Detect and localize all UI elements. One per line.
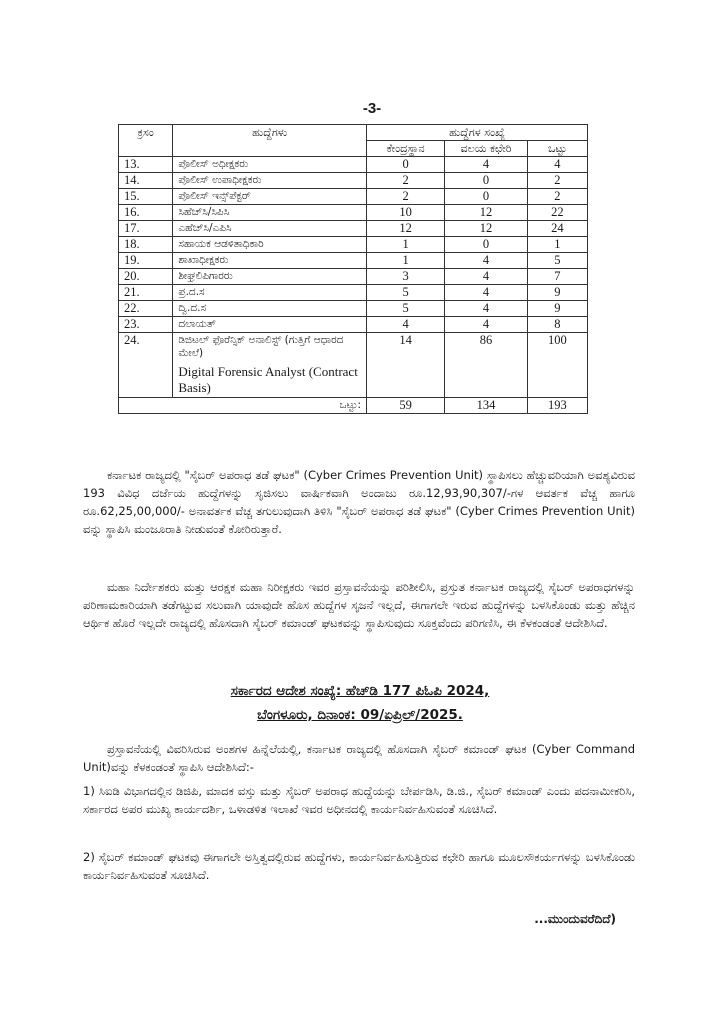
row-headquarters: 1 xyxy=(367,253,445,269)
row-serial: 15. xyxy=(119,189,173,205)
row-total: 1 xyxy=(527,237,587,253)
page-number: -3- xyxy=(362,100,382,117)
total-hq: 59 xyxy=(367,398,445,414)
row-total: 2 xyxy=(527,189,587,205)
row-designation xyxy=(173,333,367,398)
continued-marker: ...ಮುಂದುವರೆದಿದೆ) xyxy=(534,912,616,926)
row-zonal: 12 xyxy=(445,205,528,221)
row-total: 24 xyxy=(527,221,587,237)
header-designation: ಹುದ್ದೆಗಳು xyxy=(173,125,367,157)
row-designation xyxy=(173,189,367,205)
designation-kannada: ಸಿಹೆಚ್‌ಸಿ/ಸಿಪಿಸಿ xyxy=(178,206,230,218)
row-headquarters: 0 xyxy=(367,157,445,173)
row-headquarters: 14 xyxy=(367,333,445,398)
header-count-group: ಹುದ್ದೆಗಳ ಸಂಖ್ಯೆ xyxy=(367,125,588,141)
total-label: ಒಟ್ಟು: xyxy=(119,398,367,414)
row-zonal: 12 xyxy=(445,221,528,237)
total-zone: 134 xyxy=(445,398,528,414)
row-designation xyxy=(173,157,367,173)
row-designation xyxy=(173,173,367,189)
row-designation xyxy=(173,285,367,301)
header-headquarters: ಕೇಂದ್ರಸ್ಥಾನ xyxy=(367,141,445,157)
table-row xyxy=(119,205,588,221)
designation-kannada: ಎಹೆಚ್‌ಸಿ/ಎಪಿಸಿ xyxy=(178,222,232,234)
row-serial: 14. xyxy=(119,173,173,189)
row-total: 9 xyxy=(527,301,587,317)
designation-kannada: ಪೊಲೀಸ್ ಉಪಾಧೀಕ್ಷಕರು xyxy=(178,174,262,186)
row-designation xyxy=(173,317,367,333)
table-row xyxy=(119,173,588,189)
row-headquarters: 4 xyxy=(367,317,445,333)
total-row xyxy=(119,398,588,414)
row-zonal: 0 xyxy=(445,173,528,189)
header-serial: ಕ್ರಸಂ xyxy=(119,125,173,157)
row-total: 22 xyxy=(527,205,587,221)
row-zonal: 4 xyxy=(445,301,528,317)
row-designation xyxy=(173,205,367,221)
row-zonal: 4 xyxy=(445,253,528,269)
row-designation xyxy=(173,253,367,269)
paragraph-2-text: ಮಹಾ ನಿರ್ದೇಶಕರು ಮತ್ತು ಆರಕ್ಷಕ ಮಹಾ ನಿರೀಕ್ಷಕರು ಇವರ ಪ್ರಸ್ತಾವನೆಯನ್ನು ಪರಿಶೀಲಿಸಿ, ಪ್ರಸ್ತುತ ಕರ್ನಾಟಕ ರಾಜ್ಯದಲ್ಲಿ ಸೈಬರ್ ಅಪರಾಧಗಳನ್ನು ಪರಿಣಾಮಕಾರಿಯಾಗಿ ತಡೆಗಟ್ಟುವ ಸಲುವಾಗಿ ಯಾವುದೇ ಹೊಸ ಹುದ್ದೆಗಳ ಸೃಜನೆ ಇಲ್ಲದೆ, ಈಗಾಗಲೇ ಇರುವ ಹುದ್ದೆಗಳನ್ನು ಬಳಸಿಕೊಂಡು ಮತ್ತು ಹೆಚ್ಚಿನ ಆರ್ಥಿಕ ಹೊರೆ ಇಲ್ಲದೇ ರಾಜ್ಯದಲ್ಲಿ ಹೊಸದಾಗಿ ಸೈಬರ್ ಕಮಾಂಡ್ ಘಟಕವನ್ನು ಸ್ಥಾಪಿಸುವುದು ಸೂಕ್ತವೆಂದು ಪರಿಗಣಿಸಿ, ಈ ಕೆಳಕಂಡಂತೆ ಆದೇಶಿಸಿದೆ. xyxy=(83,580,635,630)
row-total: 100 xyxy=(527,333,587,398)
row-designation xyxy=(173,269,367,285)
designation-kannada: ದಲಾಯತ್ xyxy=(178,318,216,330)
row-serial: 19. xyxy=(119,253,173,269)
order-number: ಸರ್ಕಾರದ ಆದೇಶ ಸಂಖ್ಯೆ: ಹೆಚ್‌ಡಿ 177 ಪಿಓಪಿ 2024, xyxy=(230,683,490,699)
row-zonal: 4 xyxy=(445,317,528,333)
total-total: 193 xyxy=(527,398,587,414)
row-headquarters: 5 xyxy=(367,285,445,301)
table-row xyxy=(119,253,588,269)
order-item-1: 1) ಸಿಐಡಿ ವಿಭಾಗದಲ್ಲಿನ ಡಿಜಿಪಿ, ಮಾದಕ ವಸ್ತು ಮತ್ತು ಸೈಬರ್ ಅಪರಾಧ ಹುದ್ದೆಯನ್ನು ಬೇರ್ಪಡಿಸಿ, ಡಿ.ಜಿ., ಸೈಬರ್ ಕಮಾಂಡ್ ಎಂದು ಪದನಾಮೀಕರಿಸಿ, ಸರ್ಕಾರದ ಅಪರ ಮುಖ್ಯ ಕಾರ್ಯದರ್ಶಿ, ಒಳಾಡಳಿತ ಇಲಾಖೆ ಇವರ ಅಧೀನದಲ್ಲಿ ಕಾರ್ಯನಿರ್ವಹಿಸುವಂತೆ ಸೂಚಿಸಿದೆ. xyxy=(83,784,635,816)
row-zonal: 86 xyxy=(445,333,528,398)
row-total: 4 xyxy=(527,157,587,173)
row-headquarters: 5 xyxy=(367,301,445,317)
designation-kannada: ದ್ವಿ.ದ.ಸ xyxy=(178,302,207,314)
table-row xyxy=(119,221,588,237)
row-serial: 13. xyxy=(119,157,173,173)
table-row xyxy=(119,317,588,333)
row-serial: 23. xyxy=(119,317,173,333)
table-row xyxy=(119,157,588,173)
row-headquarters: 2 xyxy=(367,189,445,205)
row-designation xyxy=(173,221,367,237)
header-zonal: ವಲಯ ಕಛೇರಿ xyxy=(445,141,528,157)
designation-kannada: ಪೊಲೀಸ್ ಇನ್ಸ್‌ಪೆಕ್ಟರ್ xyxy=(178,190,251,202)
row-headquarters: 3 xyxy=(367,269,445,285)
row-headquarters: 1 xyxy=(367,237,445,253)
row-total: 7 xyxy=(527,269,587,285)
row-designation xyxy=(173,237,367,253)
table-row xyxy=(119,301,588,317)
row-serial: 17. xyxy=(119,221,173,237)
designation-english: Digital Forensic Analyst (Contract Basis) xyxy=(178,364,358,395)
order-item-2: 2) ಸೈಬರ್ ಕಮಾಂಡ್ ಘಟಕವು ಈಗಾಗಲೇ ಅಸ್ತಿತ್ವದಲ್ಲಿರುವ ಹುದ್ದೆಗಳು, ಕಾರ್ಯನಿರ್ವಹಿಸುತ್ತಿರುವ ಕಛೇರಿ ಹಾಗೂ ಮೂಲಸೌಕರ್ಯಗಳನ್ನು ಬಳಸಿಕೊಂಡು ಕಾರ್ಯನಿರ್ವಹಿಸುವಂತೆ ಸೂಚಿಸಿದೆ. xyxy=(83,850,635,882)
table-row xyxy=(119,269,588,285)
row-headquarters: 2 xyxy=(367,173,445,189)
table-row xyxy=(119,189,588,205)
designation-kannada: ಪೊಲೀಸ್ ಅಧೀಕ್ಷಕರು xyxy=(178,158,249,170)
designation-kannada: ಪ್ರ.ದ.ಸ xyxy=(178,286,205,298)
paragraph-3-text: ಪ್ರಸ್ತಾವನೆಯಲ್ಲಿ ವಿವರಿಸಿರುವ ಅಂಶಗಳ ಹಿನ್ನೆಲೆಯಲ್ಲಿ, ಕರ್ನಾಟಕ ರಾಜ್ಯದಲ್ಲಿ ಹೊಸದಾಗಿ ಸೈಬರ್ ಕಮಾಂಡ್ ಘಟಕ (Cyber Command Unit)ವನ್ನು ಕೆಳಕಂಡಂತೆ ಸ್ಥಾಪಿಸಿ ಆದೇಶಿಸಿದೆ:- xyxy=(83,742,635,774)
table-row xyxy=(119,285,588,301)
paragraph-order xyxy=(83,740,635,776)
table-row xyxy=(119,237,588,253)
header-total: ಒಟ್ಟು xyxy=(527,141,587,157)
row-total: 5 xyxy=(527,253,587,269)
row-serial: 16. xyxy=(119,205,173,221)
paragraph-1-text: ಕರ್ನಾಟಕ ರಾಜ್ಯದಲ್ಲಿ "ಸೈಬರ್ ಅಪರಾಧ ತಡೆ ಘಟಕ" (Cyber Crimes Prevention Unit) ಸ್ಥಾಪಿಸಲು ಹೆಚ್ಚುವರಿಯಾಗಿ ಅವಶ್ಯವಿರುವ 193 ವಿವಿಧ ದರ್ಜೆಯ ಹುದ್ದೆಗಳನ್ನು ಸೃಜಿಸಲು ವಾರ್ಷಿಕವಾಗಿ ಅಂದಾಜು ರೂ.12,93,90,307/-ಗಳ ಆವರ್ತಕ ವೆಚ್ಚ ಹಾಗೂ ರೂ.62,25,00,000/- ಅನಾವರ್ತಕ ವೆಚ್ಚ ತಗುಲುವುದಾಗಿ ತಿಳಿಸಿ "ಸೈಬರ್ ಅಪರಾಧ ತಡೆ ಘಟಕ" (Cyber Crimes Prevention Unit) ವನ್ನು ಸ್ಥಾಪಿಸಿ ಮಂಜೂರಾತಿ ನೀಡುವಂತೆ ಕೋರಿರುತ್ತಾರೆ. xyxy=(83,468,635,536)
row-serial: 21. xyxy=(119,285,173,301)
row-zonal: 0 xyxy=(445,237,528,253)
row-serial: 22. xyxy=(119,301,173,317)
row-serial: 18. xyxy=(119,237,173,253)
row-zonal: 4 xyxy=(445,157,528,173)
row-serial: 20. xyxy=(119,269,173,285)
row-total: 2 xyxy=(527,173,587,189)
order-date: ಬೆಂಗಳೂರು, ದಿನಾಂಕ: 09/ಏಪ್ರಿಲ್/2025. xyxy=(257,707,463,723)
row-zonal: 0 xyxy=(445,189,528,205)
row-headquarters: 12 xyxy=(367,221,445,237)
row-total: 8 xyxy=(527,317,587,333)
row-total: 9 xyxy=(527,285,587,301)
posts-table xyxy=(118,124,588,414)
designation-kannada: ಡಿಜಿಟಲ್ ಫೊರೆನ್ಸಿಕ್ ಅನಾಲಿಸ್ಟ್ (ಗುತ್ತಿಗೆ ಆಧಾರದ ಮೇಲೆ) xyxy=(178,334,344,359)
designation-kannada: ಶೀಘ್ರಲಿಪಿಗಾರರು xyxy=(178,270,233,282)
paragraph-cyber-unit-request xyxy=(83,466,635,538)
table-row xyxy=(119,333,588,398)
designation-kannada: ಶಾಖಾಧೀಕ್ಷಕರು xyxy=(178,254,229,266)
designation-kannada: ಸಹಾಯಕ ಆಡಳಿತಾಧಿಕಾರಿ xyxy=(178,238,264,250)
row-headquarters: 10 xyxy=(367,205,445,221)
row-designation xyxy=(173,301,367,317)
paragraph-proposal-review xyxy=(83,578,635,632)
row-zonal: 4 xyxy=(445,269,528,285)
row-serial: 24. xyxy=(119,333,173,398)
row-zonal: 4 xyxy=(445,285,528,301)
